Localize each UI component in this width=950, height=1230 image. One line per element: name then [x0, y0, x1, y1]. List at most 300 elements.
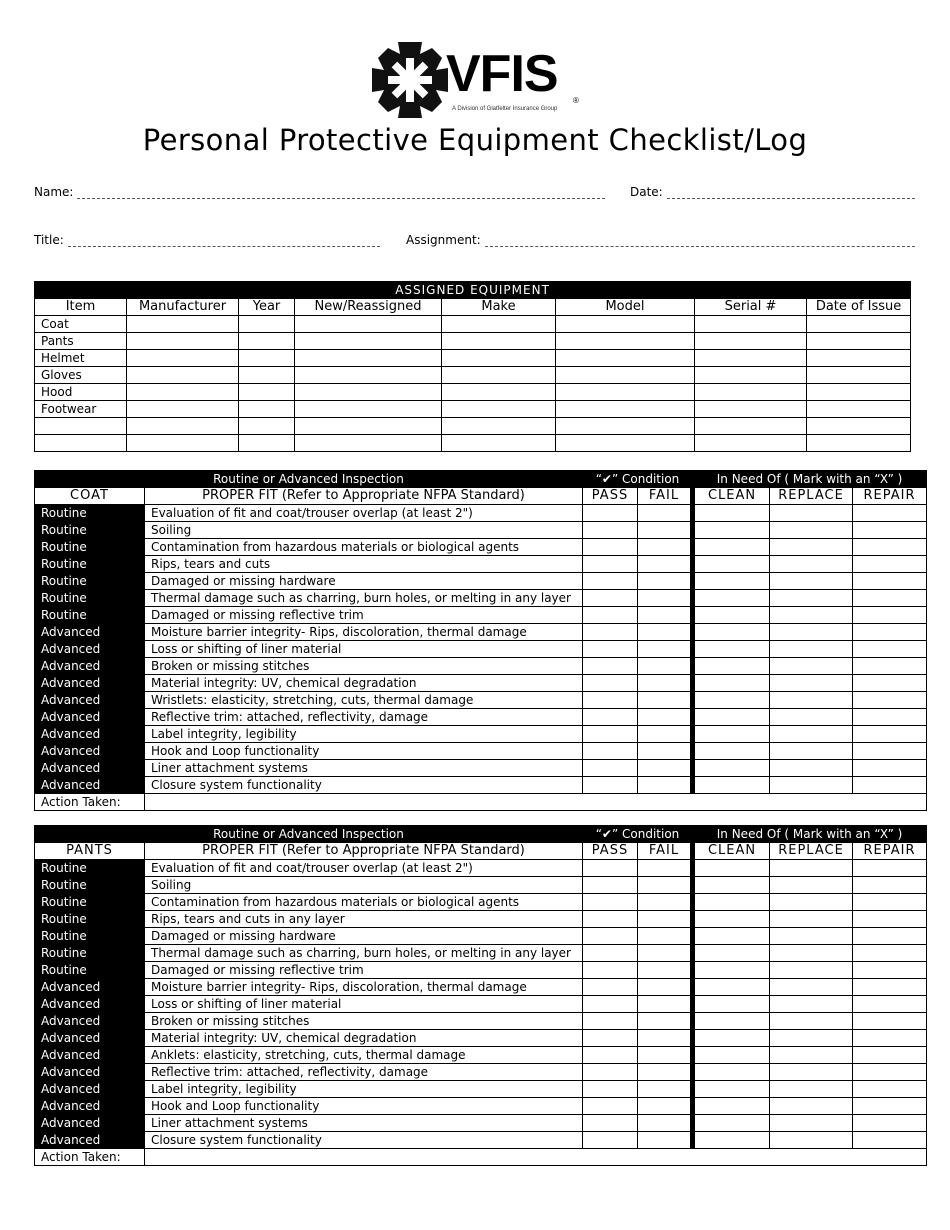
clean-mark[interactable] [693, 1081, 770, 1098]
action-taken-input[interactable] [145, 1149, 927, 1166]
clean-mark[interactable] [693, 777, 770, 794]
repair-mark[interactable] [853, 1047, 927, 1064]
garment-label: PANTS [35, 843, 145, 860]
replace-mark[interactable] [770, 539, 853, 556]
repair-mark[interactable] [853, 877, 927, 894]
repair-mark[interactable] [853, 1098, 927, 1115]
inspection-row [35, 641, 927, 658]
fail-checkbox[interactable] [638, 911, 693, 928]
pass-checkbox[interactable] [583, 860, 638, 877]
pass-checkbox[interactable] [583, 743, 638, 760]
equipment-cell[interactable] [442, 384, 556, 401]
fail-checkbox[interactable] [638, 996, 693, 1013]
pass-checkbox[interactable] [583, 1064, 638, 1081]
clean-mark[interactable] [693, 945, 770, 962]
replace-mark[interactable] [770, 658, 853, 675]
repair-mark[interactable] [853, 777, 927, 794]
equipment-cell[interactable] [442, 435, 556, 452]
pass-checkbox[interactable] [583, 556, 638, 573]
equipment-cell[interactable] [442, 367, 556, 384]
clean-mark[interactable] [693, 860, 770, 877]
pass-checkbox[interactable] [583, 641, 638, 658]
equipment-cell[interactable] [127, 435, 239, 452]
column-header: Serial # [695, 299, 807, 316]
equipment-cell[interactable] [295, 333, 442, 350]
fail-checkbox[interactable] [638, 928, 693, 945]
clean-mark[interactable] [693, 590, 770, 607]
fail-checkbox[interactable] [638, 1132, 693, 1149]
replace-mark[interactable] [770, 505, 853, 522]
equipment-cell[interactable] [695, 316, 807, 333]
inspection-type: Advanced [35, 1047, 145, 1064]
equipment-cell[interactable] [127, 333, 239, 350]
title-line[interactable] [68, 234, 380, 247]
fail-checkbox[interactable] [638, 743, 693, 760]
inspection-row [35, 760, 927, 777]
repair-mark[interactable] [853, 1115, 927, 1132]
equipment-cell[interactable] [556, 418, 695, 435]
pass-checkbox[interactable] [583, 877, 638, 894]
fail-checkbox[interactable] [638, 556, 693, 573]
inspection-description: Hook and Loop functionality [145, 743, 583, 760]
inspection-row [35, 928, 927, 945]
fail-checkbox[interactable] [638, 607, 693, 624]
equipment-cell[interactable] [239, 316, 295, 333]
clean-mark[interactable] [693, 743, 770, 760]
fail-checkbox[interactable] [638, 692, 693, 709]
registered-mark: ® [573, 96, 579, 105]
fail-checkbox[interactable] [638, 1081, 693, 1098]
fail-checkbox[interactable] [638, 1098, 693, 1115]
need-header: In Need Of ( Mark with an “X” ) [693, 826, 927, 843]
inspection-row [35, 743, 927, 760]
repair-mark[interactable] [853, 979, 927, 996]
inspection-description: Damaged or missing hardware [145, 573, 583, 590]
clean-mark[interactable] [693, 1115, 770, 1132]
equipment-cell[interactable] [807, 435, 911, 452]
equipment-cell[interactable] [127, 367, 239, 384]
fail-checkbox[interactable] [638, 658, 693, 675]
inspection-description: Liner attachment systems [145, 760, 583, 777]
fail-checkbox[interactable] [638, 1064, 693, 1081]
inspection-type: Routine [35, 877, 145, 894]
fail-checkbox[interactable] [638, 777, 693, 794]
title-label: Title: [34, 233, 64, 247]
clean-mark[interactable] [693, 607, 770, 624]
pass-checkbox[interactable] [583, 962, 638, 979]
equipment-cell[interactable] [295, 367, 442, 384]
clean-mark[interactable] [693, 1064, 770, 1081]
date-line[interactable] [667, 186, 915, 199]
clean-mark[interactable] [693, 911, 770, 928]
inspection-row [35, 539, 927, 556]
equipment-cell[interactable] [695, 435, 807, 452]
replace-header: REPLACE [770, 488, 853, 505]
clean-mark[interactable] [693, 539, 770, 556]
clean-mark[interactable] [693, 1013, 770, 1030]
replace-mark[interactable] [770, 1047, 853, 1064]
repair-mark[interactable] [853, 505, 927, 522]
clean-mark[interactable] [693, 658, 770, 675]
name-line[interactable] [77, 186, 605, 199]
equipment-item: Hood [35, 384, 127, 401]
pass-checkbox[interactable] [583, 1132, 638, 1149]
fail-checkbox[interactable] [638, 522, 693, 539]
clean-mark[interactable] [693, 522, 770, 539]
inspection-row [35, 996, 927, 1013]
clean-mark[interactable] [693, 556, 770, 573]
equipment-cell[interactable] [239, 333, 295, 350]
replace-mark[interactable] [770, 1030, 853, 1047]
repair-mark[interactable] [853, 692, 927, 709]
equipment-cell[interactable] [239, 418, 295, 435]
replace-mark[interactable] [770, 928, 853, 945]
equipment-cell[interactable] [295, 418, 442, 435]
pass-checkbox[interactable] [583, 573, 638, 590]
repair-mark[interactable] [853, 658, 927, 675]
clean-mark[interactable] [693, 1098, 770, 1115]
pants-inspection-table [34, 825, 927, 1166]
equipment-cell[interactable] [442, 418, 556, 435]
pass-checkbox[interactable] [583, 1115, 638, 1132]
replace-mark[interactable] [770, 675, 853, 692]
replace-mark[interactable] [770, 962, 853, 979]
repair-mark[interactable] [853, 894, 927, 911]
pass-checkbox[interactable] [583, 658, 638, 675]
replace-mark[interactable] [770, 556, 853, 573]
replace-mark[interactable] [770, 522, 853, 539]
inspection-description: Soiling [145, 877, 583, 894]
inspection-row [35, 709, 927, 726]
replace-mark[interactable] [770, 1098, 853, 1115]
fail-checkbox[interactable] [638, 962, 693, 979]
equipment-cell[interactable] [295, 350, 442, 367]
repair-mark[interactable] [853, 1132, 927, 1149]
equipment-row [35, 401, 911, 418]
fail-checkbox[interactable] [638, 624, 693, 641]
equipment-cell[interactable] [807, 401, 911, 418]
inspection-type: Advanced [35, 777, 145, 794]
replace-mark[interactable] [770, 1132, 853, 1149]
equipment-cell[interactable] [239, 401, 295, 418]
pass-checkbox[interactable] [583, 1047, 638, 1064]
equipment-cell[interactable] [239, 435, 295, 452]
inspection-type: Advanced [35, 979, 145, 996]
pass-checkbox[interactable] [583, 945, 638, 962]
replace-mark[interactable] [770, 743, 853, 760]
equipment-cell[interactable] [239, 384, 295, 401]
action-taken-input[interactable] [145, 794, 927, 811]
fail-checkbox[interactable] [638, 675, 693, 692]
repair-mark[interactable] [853, 556, 927, 573]
pass-checkbox[interactable] [583, 1081, 638, 1098]
date-field[interactable] [630, 185, 915, 199]
repair-mark[interactable] [853, 996, 927, 1013]
clean-mark[interactable] [693, 962, 770, 979]
equipment-cell[interactable] [239, 350, 295, 367]
equipment-cell[interactable] [556, 401, 695, 418]
equipment-cell[interactable] [239, 367, 295, 384]
clean-mark[interactable] [693, 675, 770, 692]
assignment-field[interactable] [406, 233, 915, 247]
repair-mark[interactable] [853, 641, 927, 658]
equipment-cell[interactable] [442, 401, 556, 418]
inspection-type: Advanced [35, 709, 145, 726]
replace-mark[interactable] [770, 1064, 853, 1081]
clean-mark[interactable] [693, 1132, 770, 1149]
pass-checkbox[interactable] [583, 692, 638, 709]
inspection-type: Routine [35, 945, 145, 962]
inspection-type: Advanced [35, 1064, 145, 1081]
repair-mark[interactable] [853, 743, 927, 760]
equipment-cell[interactable] [442, 316, 556, 333]
repair-mark[interactable] [853, 928, 927, 945]
replace-mark[interactable] [770, 1013, 853, 1030]
clean-mark[interactable] [693, 641, 770, 658]
pass-checkbox[interactable] [583, 979, 638, 996]
replace-mark[interactable] [770, 590, 853, 607]
inspection-row [35, 979, 927, 996]
clean-mark[interactable] [693, 573, 770, 590]
inspection-type: Routine [35, 928, 145, 945]
equipment-item: Footwear [35, 401, 127, 418]
clean-mark[interactable] [693, 928, 770, 945]
repair-mark[interactable] [853, 573, 927, 590]
replace-mark[interactable] [770, 1115, 853, 1132]
pass-checkbox[interactable] [583, 1098, 638, 1115]
replace-mark[interactable] [770, 1081, 853, 1098]
need-header: In Need Of ( Mark with an “X” ) [693, 471, 927, 488]
clean-header: CLEAN [693, 488, 770, 505]
repair-mark[interactable] [853, 1030, 927, 1047]
equipment-cell[interactable] [127, 418, 239, 435]
pass-checkbox[interactable] [583, 539, 638, 556]
inspection-description: Damaged or missing reflective trim [145, 607, 583, 624]
equipment-cell[interactable] [807, 316, 911, 333]
equipment-cell[interactable] [807, 367, 911, 384]
equipment-cell[interactable] [127, 384, 239, 401]
clean-mark[interactable] [693, 1030, 770, 1047]
replace-mark[interactable] [770, 726, 853, 743]
inspection-type: Advanced [35, 726, 145, 743]
equipment-item: Gloves [35, 367, 127, 384]
clean-mark[interactable] [693, 760, 770, 777]
clean-mark[interactable] [693, 505, 770, 522]
equipment-cell[interactable] [442, 333, 556, 350]
fail-checkbox[interactable] [638, 590, 693, 607]
fail-checkbox[interactable] [638, 877, 693, 894]
replace-mark[interactable] [770, 911, 853, 928]
clean-mark[interactable] [693, 624, 770, 641]
replace-mark[interactable] [770, 996, 853, 1013]
inspection-row [35, 1030, 927, 1047]
equipment-cell[interactable] [295, 401, 442, 418]
column-header: Item [35, 299, 127, 316]
repair-mark[interactable] [853, 522, 927, 539]
equipment-cell[interactable] [556, 316, 695, 333]
clean-mark[interactable] [693, 996, 770, 1013]
pass-checkbox[interactable] [583, 760, 638, 777]
inspection-row [35, 911, 927, 928]
fail-checkbox[interactable] [638, 1013, 693, 1030]
pass-checkbox[interactable] [583, 911, 638, 928]
equipment-cell[interactable] [695, 367, 807, 384]
inspection-description: Evaluation of fit and coat/trouser overlap (at least 2") [145, 505, 583, 522]
repair-mark[interactable] [853, 760, 927, 777]
repair-mark[interactable] [853, 1081, 927, 1098]
pass-checkbox[interactable] [583, 996, 638, 1013]
fail-checkbox[interactable] [638, 726, 693, 743]
inspection-type: Advanced [35, 1030, 145, 1047]
pass-checkbox[interactable] [583, 522, 638, 539]
name-field[interactable] [34, 185, 605, 199]
replace-mark[interactable] [770, 573, 853, 590]
equipment-cell[interactable] [295, 435, 442, 452]
inspection-type: Routine [35, 860, 145, 877]
fail-checkbox[interactable] [638, 573, 693, 590]
equipment-row [35, 435, 911, 452]
fail-checkbox[interactable] [638, 979, 693, 996]
inspection-description: Thermal damage such as charring, burn holes, or melting in any layer [145, 590, 583, 607]
equipment-cell[interactable] [807, 418, 911, 435]
pass-checkbox[interactable] [583, 894, 638, 911]
inspection-row [35, 675, 927, 692]
equipment-cell[interactable] [295, 316, 442, 333]
clean-mark[interactable] [693, 692, 770, 709]
inspection-type: Routine [35, 607, 145, 624]
repair-mark[interactable] [853, 624, 927, 641]
action-taken-label: Action Taken: [35, 794, 145, 811]
replace-mark[interactable] [770, 709, 853, 726]
inspection-type: Routine [35, 573, 145, 590]
logo-text: VFIS [446, 45, 558, 103]
inspection-type: Advanced [35, 1098, 145, 1115]
replace-mark[interactable] [770, 641, 853, 658]
repair-mark[interactable] [853, 675, 927, 692]
pass-checkbox[interactable] [583, 675, 638, 692]
repair-mark[interactable] [853, 962, 927, 979]
replace-mark[interactable] [770, 607, 853, 624]
clean-mark[interactable] [693, 877, 770, 894]
clean-mark[interactable] [693, 726, 770, 743]
repair-mark[interactable] [853, 1064, 927, 1081]
equipment-cell[interactable] [807, 384, 911, 401]
replace-mark[interactable] [770, 760, 853, 777]
pass-checkbox[interactable] [583, 607, 638, 624]
fail-checkbox[interactable] [638, 760, 693, 777]
inspection-type: Routine [35, 522, 145, 539]
repair-mark[interactable] [853, 539, 927, 556]
pass-checkbox[interactable] [583, 505, 638, 522]
fail-checkbox[interactable] [638, 860, 693, 877]
equipment-cell[interactable] [695, 401, 807, 418]
clean-mark[interactable] [693, 1047, 770, 1064]
pass-checkbox[interactable] [583, 1030, 638, 1047]
repair-mark[interactable] [853, 860, 927, 877]
equipment-cell[interactable] [127, 350, 239, 367]
fail-checkbox[interactable] [638, 1030, 693, 1047]
equipment-cell[interactable] [556, 333, 695, 350]
clean-mark[interactable] [693, 979, 770, 996]
replace-mark[interactable] [770, 945, 853, 962]
fail-checkbox[interactable] [638, 945, 693, 962]
equipment-cell[interactable] [695, 418, 807, 435]
inspection-row [35, 860, 927, 877]
fail-checkbox[interactable] [638, 894, 693, 911]
replace-mark[interactable] [770, 692, 853, 709]
replace-mark[interactable] [770, 860, 853, 877]
repair-mark[interactable] [853, 590, 927, 607]
inspection-description: Moisture barrier integrity- Rips, discoloration, thermal damage [145, 979, 583, 996]
pass-checkbox[interactable] [583, 590, 638, 607]
equipment-row [35, 316, 911, 333]
equipment-cell[interactable] [807, 333, 911, 350]
fail-checkbox[interactable] [638, 641, 693, 658]
fail-checkbox[interactable] [638, 1115, 693, 1132]
replace-mark[interactable] [770, 777, 853, 794]
equipment-cell[interactable] [695, 350, 807, 367]
repair-mark[interactable] [853, 607, 927, 624]
replace-mark[interactable] [770, 979, 853, 996]
inspection-description: Contamination from hazardous materials or biological agents [145, 894, 583, 911]
equipment-cell[interactable] [556, 435, 695, 452]
inspection-description: Closure system functionality [145, 777, 583, 794]
equipment-cell[interactable] [556, 384, 695, 401]
clean-mark[interactable] [693, 709, 770, 726]
pass-checkbox[interactable] [583, 709, 638, 726]
fail-checkbox[interactable] [638, 539, 693, 556]
replace-mark[interactable] [770, 624, 853, 641]
equipment-cell[interactable] [807, 350, 911, 367]
repair-mark[interactable] [853, 1013, 927, 1030]
pass-checkbox[interactable] [583, 777, 638, 794]
fail-checkbox[interactable] [638, 1047, 693, 1064]
assignment-line[interactable] [485, 234, 915, 247]
equipment-cell[interactable] [127, 316, 239, 333]
fail-checkbox[interactable] [638, 505, 693, 522]
equipment-cell[interactable] [695, 333, 807, 350]
inspection-description: Damaged or missing reflective trim [145, 962, 583, 979]
equipment-cell[interactable] [295, 384, 442, 401]
replace-mark[interactable] [770, 894, 853, 911]
pass-checkbox[interactable] [583, 1013, 638, 1030]
inspection-row [35, 945, 927, 962]
pass-checkbox[interactable] [583, 726, 638, 743]
replace-mark[interactable] [770, 877, 853, 894]
condition-header: “✔” Condition [583, 471, 693, 488]
pass-checkbox[interactable] [583, 928, 638, 945]
inspection-row [35, 777, 927, 794]
equipment-cell[interactable] [556, 367, 695, 384]
inspection-type: Advanced [35, 760, 145, 777]
equipment-cell[interactable] [442, 350, 556, 367]
equipment-cell[interactable] [695, 384, 807, 401]
equipment-cell[interactable] [556, 350, 695, 367]
repair-header: REPAIR [853, 843, 927, 860]
inspection-row [35, 624, 927, 641]
repair-mark[interactable] [853, 709, 927, 726]
pass-checkbox[interactable] [583, 624, 638, 641]
fail-checkbox[interactable] [638, 709, 693, 726]
repair-mark[interactable] [853, 945, 927, 962]
clean-mark[interactable] [693, 894, 770, 911]
inspection-description: Material integrity: UV, chemical degradation [145, 675, 583, 692]
repair-mark[interactable] [853, 911, 927, 928]
equipment-cell[interactable] [127, 401, 239, 418]
title-field[interactable] [34, 233, 380, 247]
repair-mark[interactable] [853, 726, 927, 743]
proper-fit-header: PROPER FIT (Refer to Appropriate NFPA Standard) [145, 488, 583, 505]
